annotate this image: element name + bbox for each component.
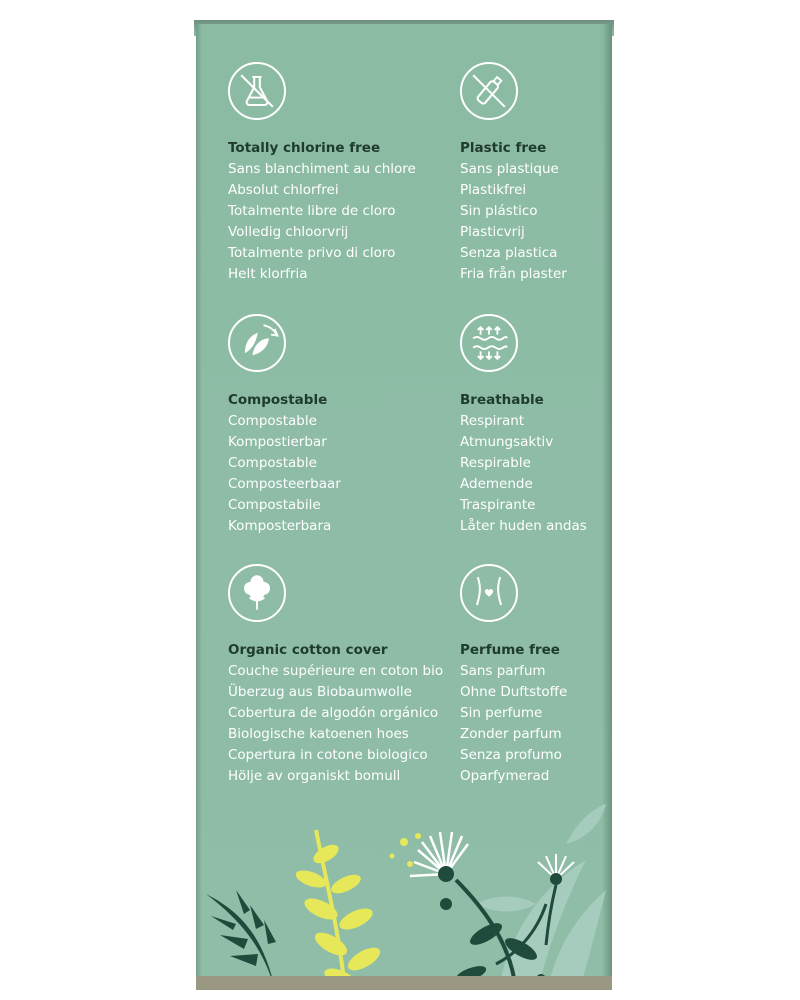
translation-es: Sin plástico	[460, 203, 538, 219]
translation-fr: Couche supérieure en coton bio	[228, 663, 444, 679]
translation-sv: Helt klorfria	[228, 266, 308, 282]
translation-list	[460, 661, 612, 787]
translation-fr: Compostable	[228, 413, 317, 429]
translation-nl: Composteerbaar	[228, 476, 341, 492]
translation-sv: Fria från plaster	[460, 266, 567, 282]
translation-es: Compostable	[228, 455, 317, 471]
translation-es: Cobertura de algodón orgánico	[228, 705, 439, 721]
translation-fr: Respirant	[460, 413, 525, 429]
feature-plastic-free	[460, 62, 612, 285]
translation-de: Atmungsaktiv	[460, 434, 554, 450]
translation-sv: Komposterbara	[228, 518, 332, 534]
feature-title: Plastic free	[460, 140, 547, 156]
translation-sv: Oparfymerad	[460, 768, 550, 784]
translation-sv: Låter huden andas	[460, 518, 587, 534]
box-bottom-edge	[196, 976, 612, 990]
translation-fr: Sans plastique	[460, 161, 559, 177]
translation-it: Traspirante	[460, 497, 536, 513]
translation-es: Respirable	[460, 455, 531, 471]
feature-title: Compostable	[228, 392, 328, 408]
translation-list	[460, 159, 612, 285]
translation-nl: Volledig chloorvrij	[228, 224, 349, 240]
botanical-illustration	[196, 784, 612, 990]
translation-it: Senza plastica	[460, 245, 558, 261]
feature-title: Totally chlorine free	[228, 140, 381, 156]
feature-title: Perfume free	[460, 642, 560, 658]
breathable-arrows-icon	[460, 314, 518, 372]
translation-list	[228, 411, 413, 537]
feature-title: Organic cotton cover	[228, 642, 388, 658]
translation-it: Compostabile	[228, 497, 321, 513]
chlorine-free-icon	[228, 62, 286, 120]
translation-sv: Hölje av organiskt bomull	[228, 768, 401, 784]
feature-compostable	[228, 314, 413, 537]
translation-nl: Zonder parfum	[460, 726, 562, 742]
feature-chlorine-free	[228, 62, 416, 285]
translation-it: Totalmente privo di cloro	[228, 245, 396, 261]
translation-fr: Sans blanchiment au chlore	[228, 161, 416, 177]
translation-es: Totalmente libre de cloro	[228, 203, 396, 219]
translation-de: Absolut chlorfrei	[228, 182, 339, 198]
translation-es: Sin perfume	[460, 705, 543, 721]
translation-list	[460, 411, 612, 537]
translation-list	[228, 661, 444, 787]
translation-it: Senza profumo	[460, 747, 562, 763]
translation-de: Ohne Duftstoffe	[460, 684, 568, 700]
cotton-flower-icon	[228, 564, 286, 622]
plastic-free-icon	[460, 62, 518, 120]
translation-nl: Biologische katoenen hoes	[228, 726, 409, 742]
translation-nl: Ademende	[460, 476, 533, 492]
translation-list	[228, 159, 416, 285]
feature-perfume-free	[460, 564, 612, 787]
translation-de: Überzug aus Biobaumwolle	[228, 684, 412, 700]
feature-breathable	[460, 314, 612, 537]
feature-title: Breathable	[460, 392, 544, 408]
translation-it: Copertura in cotone biologico	[228, 747, 428, 763]
translation-de: Plastikfrei	[460, 182, 527, 198]
translation-fr: Sans parfum	[460, 663, 546, 679]
product-box-side-panel	[196, 24, 612, 990]
compostable-leaf-icon	[228, 314, 286, 372]
perfume-free-body-icon	[460, 564, 518, 622]
translation-de: Kompostierbar	[228, 434, 327, 450]
feature-organic-cotton	[228, 564, 444, 787]
translation-nl: Plasticvrij	[460, 224, 525, 240]
